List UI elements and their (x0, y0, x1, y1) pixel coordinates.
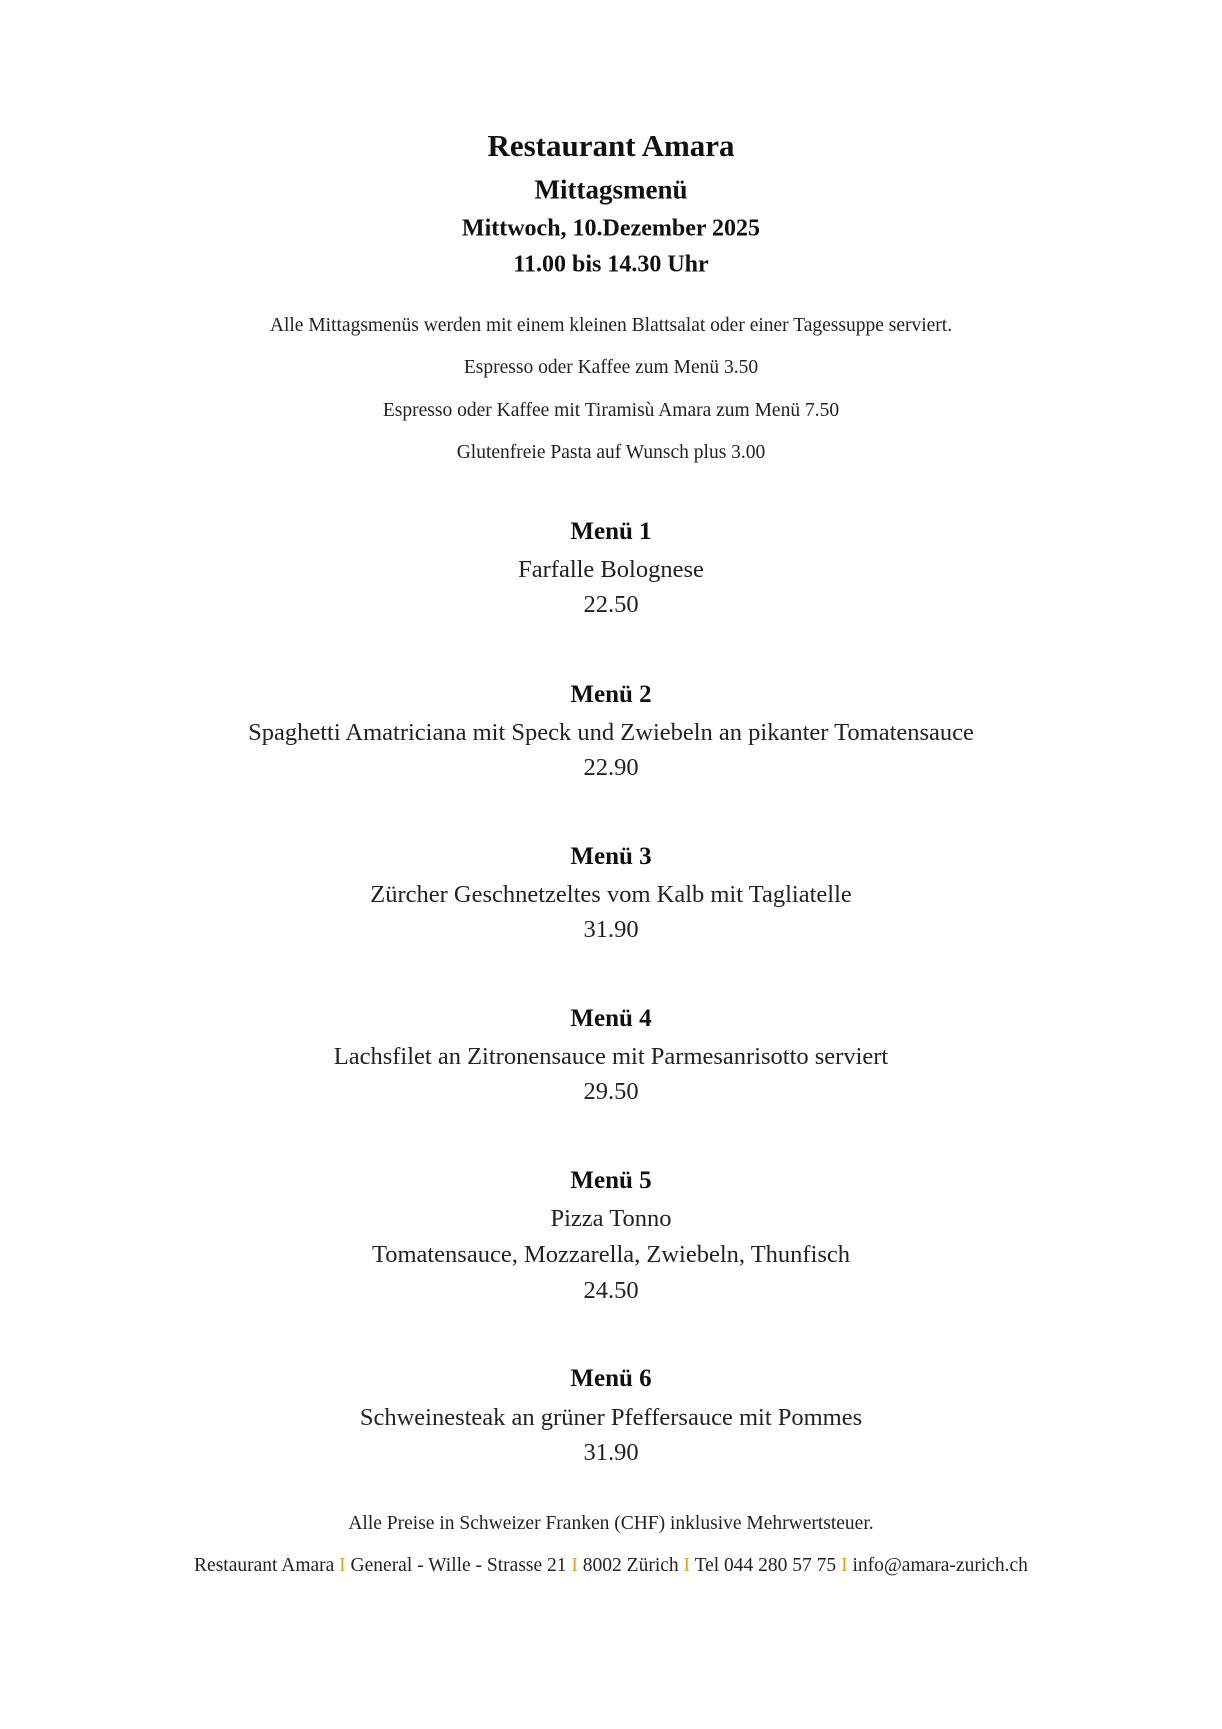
menu-5-detail: Tomatensauce, Mozzarella, Zwiebeln, Thunfisch (371, 1241, 851, 1268)
note-gluten-free: Glutenfreie Pasta auf Wunsch plus 3.00 (456, 442, 766, 463)
menu-5-dish: Pizza Tonno (550, 1205, 672, 1232)
note-coffee: Espresso oder Kaffee zum Menü 3.50 (463, 357, 759, 378)
footer-city: 8002 Zürich (582, 1555, 679, 1576)
menu-6-dish: Schweinesteak an grüner Pfeffersauce mit Pommes (359, 1404, 863, 1431)
menu-6-title: Menü 6 (570, 1365, 652, 1392)
menu-2-dish: Spaghetti Amatriciana mit Speck und Zwiebeln an pikanter Tomatensauce (248, 719, 974, 746)
menu-4-dish: Lachsfilet an Zitronensauce mit Parmesanrisotto serviert (333, 1043, 889, 1070)
menu-3-title: Menü 3 (570, 843, 652, 870)
footer-phone: Tel 044 280 57 75 (694, 1555, 837, 1576)
menu-3-price: 31.90 (583, 916, 639, 943)
menu-3-dish: Zürcher Geschnetzeltes vom Kalb mit Tagliatelle (370, 881, 852, 908)
menu-4-title: Menü 4 (570, 1005, 652, 1032)
note-coffee-tiramisu: Espresso oder Kaffee mit Tiramisù Amara zum Menü 7.50 (382, 400, 840, 421)
prices-note: Alle Preise in Schweizer Franken (CHF) inklusive Mehrwertsteuer. (348, 1513, 874, 1534)
menu-1-title: Menü 1 (570, 518, 652, 545)
contact-footer (0, 1555, 1222, 1577)
note-salad-soup: Alle Mittagsmenüs werden mit einem kleinen Blattsalat oder einer Tagessuppe serviert. (269, 315, 953, 336)
footer-name: Restaurant Amara (194, 1555, 335, 1576)
menu-5-price: 24.50 (583, 1277, 639, 1304)
menu-2-price: 22.90 (583, 754, 639, 781)
menu-4-price: 29.50 (583, 1078, 639, 1105)
separator: I (339, 1555, 346, 1576)
separator: I (683, 1555, 691, 1576)
footer-address: General - Wille - Strasse 21 (350, 1555, 567, 1576)
menu-date: Mittwoch, 10.Dezember 2025 (461, 215, 761, 242)
restaurant-title: Restaurant Amara (487, 128, 735, 163)
serving-hours: 11.00 bis 14.30 Uhr (513, 251, 709, 278)
separator: I (841, 1555, 848, 1576)
menu-5-title: Menü 5 (570, 1167, 652, 1194)
menu-2-title: Menü 2 (570, 681, 652, 708)
menu-1-price: 22.50 (583, 591, 639, 618)
separator: I (571, 1555, 578, 1576)
menu-1-dish: Farfalle Bolognese (518, 556, 704, 583)
menu-subtitle: Mittagsmenü (534, 174, 688, 205)
menu-6-price: 31.90 (583, 1439, 639, 1466)
footer-email: info@amara-zurich.ch (852, 1555, 1028, 1576)
